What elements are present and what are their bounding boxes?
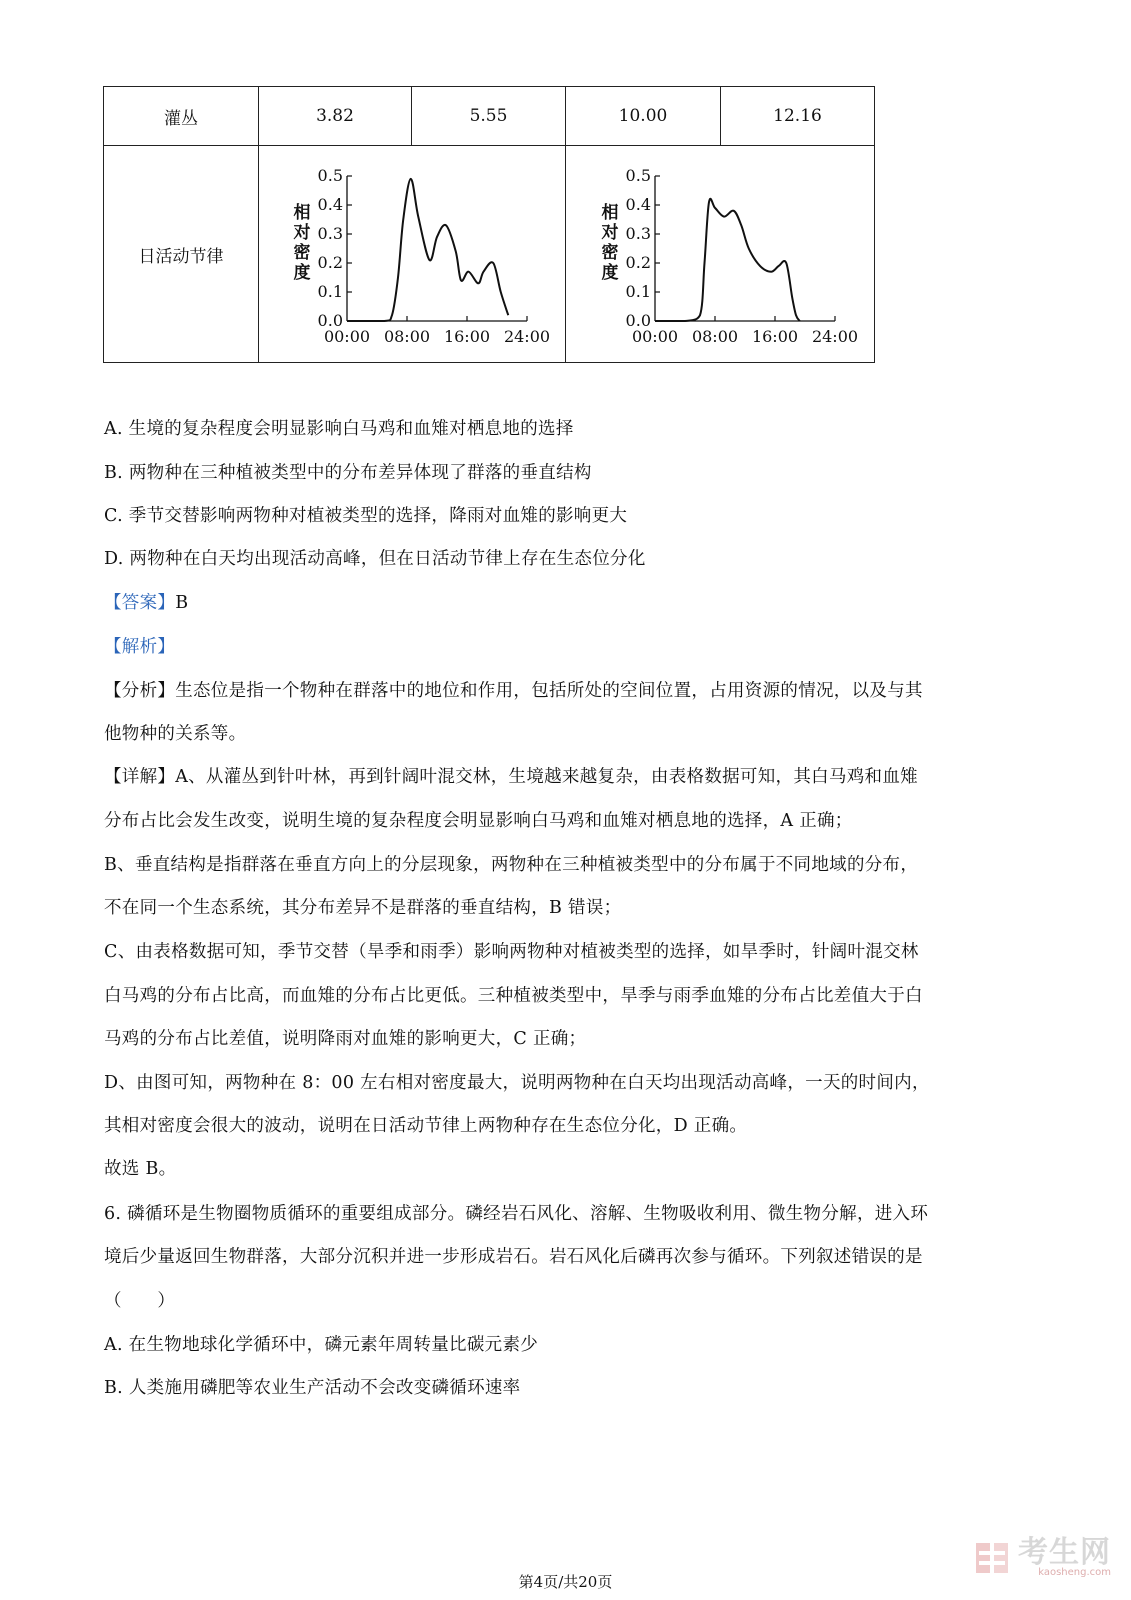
x-tick-label: 08:00 <box>691 327 739 346</box>
y-axis-label: 密 <box>601 243 619 263</box>
y-axis-label: 相 <box>601 203 619 223</box>
watermark-logo <box>974 1535 1111 1578</box>
watermark-cn: 考生网 <box>1018 1535 1111 1570</box>
analysis-text: 【分析】生态位是指一个物种在群落中的地位和作用，包括所处的空间位置，占用资源的情况，以及与其 <box>104 681 923 701</box>
table-row <box>104 87 875 146</box>
answer-line <box>104 595 188 613</box>
question-6-blank: （ ） <box>104 1291 176 1311</box>
conclusion-text: 故选 B。 <box>104 1159 177 1179</box>
question-6-option-a: A. 在生物地球化学循环中，磷元素年周转量比碳元素少 <box>104 1335 539 1355</box>
y-tick-label: 0.0 <box>625 311 651 330</box>
y-tick-label: 0.0 <box>317 311 343 330</box>
question-6-option-b: B. 人类施用磷肥等农业生产活动不会改变磷循环速率 <box>104 1378 521 1398</box>
option-c: C. 季节交替影响两物种对植被类型的选择，降雨对血雉的影响更大 <box>104 506 628 526</box>
detail-text: 白马鸡的分布占比高，而血雉的分布占比更低。三种植被类型中，旱季与雨季血雉的分布占比差值大于白 <box>104 986 923 1006</box>
row-label: 日活动节律 <box>104 146 259 363</box>
x-tick-label: 00:00 <box>323 327 371 346</box>
cell-value: 10.00 <box>566 87 721 146</box>
cell-value: 3.82 <box>259 87 412 146</box>
chart-cell-right <box>566 146 875 363</box>
y-tick-label: 0.5 <box>317 166 343 185</box>
y-tick-label: 0.1 <box>317 282 343 301</box>
series-line <box>655 199 800 321</box>
y-tick-label: 0.5 <box>625 166 651 185</box>
x-tick-label: 24:00 <box>503 327 551 346</box>
y-axis-label: 对 <box>293 223 311 243</box>
y-axis-label: 相 <box>293 203 311 223</box>
y-tick-label: 0.3 <box>625 224 651 243</box>
y-tick-label: 0.4 <box>317 195 343 214</box>
detail-text: C、由表格数据可知，季节交替（旱季和雨季）影响两物种对植被类型的选择，如旱季时，针阔叶混交林 <box>104 942 919 962</box>
activity-chart-right <box>570 149 870 359</box>
detail-text: 马鸡的分布占比差值，说明降雨对血雉的影响更大，C 正确； <box>104 1029 587 1049</box>
data-table <box>103 86 875 363</box>
watermark-en: kaosheng.com <box>1038 1567 1111 1578</box>
answer-value: B <box>175 593 189 613</box>
row-label: 灌丛 <box>104 87 259 146</box>
x-tick-label: 16:00 <box>443 327 491 346</box>
y-axis-label: 对 <box>601 223 619 243</box>
series-line <box>347 179 508 321</box>
x-tick-label: 16:00 <box>751 327 799 346</box>
option-a: A. 生境的复杂程度会明显影响白马鸡和血雉对栖息地的选择 <box>104 419 574 439</box>
option-d: D. 两物种在白天均出现活动高峰，但在日活动节律上存在生态位分化 <box>104 549 646 569</box>
y-axis-label: 度 <box>293 263 311 283</box>
logo-icon <box>974 1539 1012 1577</box>
detail-text: B、垂直结构是指群落在垂直方向上的分层现象，两物种在三种植被类型中的分布属于不同地域的分布， <box>104 855 919 875</box>
page-footer: 第4页/共20页 <box>518 1573 613 1591</box>
activity-chart-left <box>262 149 562 359</box>
x-tick-label: 00:00 <box>631 327 679 346</box>
detail-text: 分布占比会发生改变，说明生境的复杂程度会明显影响白马鸡和血雉对栖息地的选择，A 正确； <box>104 811 853 831</box>
y-axis-label: 度 <box>601 263 619 283</box>
cell-value: 5.55 <box>412 87 566 146</box>
detail-text: 不在同一个生态系统，其分布差异不是群落的垂直结构，B 错误； <box>104 898 622 918</box>
x-tick-label: 08:00 <box>383 327 431 346</box>
y-tick-label: 0.4 <box>625 195 651 214</box>
y-axis-label: 密 <box>293 243 311 263</box>
detail-text: 其相对密度会很大的波动，说明在日活动节律上两物种存在生态位分化，D 正确。 <box>104 1116 748 1136</box>
analysis-label: 【解析】 <box>104 637 176 657</box>
y-tick-label: 0.2 <box>625 253 651 272</box>
x-tick-label: 24:00 <box>811 327 859 346</box>
question-6-stem: 境后少量返回生物群落，大部分沉积并进一步形成岩石。岩石风化后磷再次参与循环。下列叙述错误的是 <box>104 1247 923 1267</box>
chart-cell-left <box>259 146 566 363</box>
y-tick-label: 0.1 <box>625 282 651 301</box>
y-tick-label: 0.3 <box>317 224 343 243</box>
cell-value: 12.16 <box>721 87 875 146</box>
analysis-text: 他物种的关系等。 <box>104 724 247 744</box>
table-row <box>104 146 875 363</box>
detail-text: 【详解】A、从灌丛到针叶林，再到针阔叶混交林，生境越来越复杂，由表格数据可知，其白马鸡和血雉 <box>104 767 918 787</box>
option-b: B. 两物种在三种植被类型中的分布差异体现了群落的垂直结构 <box>104 463 592 483</box>
y-tick-label: 0.2 <box>317 253 343 272</box>
answer-label: 【答案】 <box>104 593 176 613</box>
question-6-stem: 6. 磷循环是生物圈物质循环的重要组成部分。磷经岩石风化、溶解、生物吸收利用、微生物分解，进入环 <box>104 1204 929 1224</box>
detail-text: D、由图可知，两物种在 8：00 左右相对密度最大，说明两物种在白天均出现活动高峰，一天的时间内， <box>104 1073 930 1093</box>
